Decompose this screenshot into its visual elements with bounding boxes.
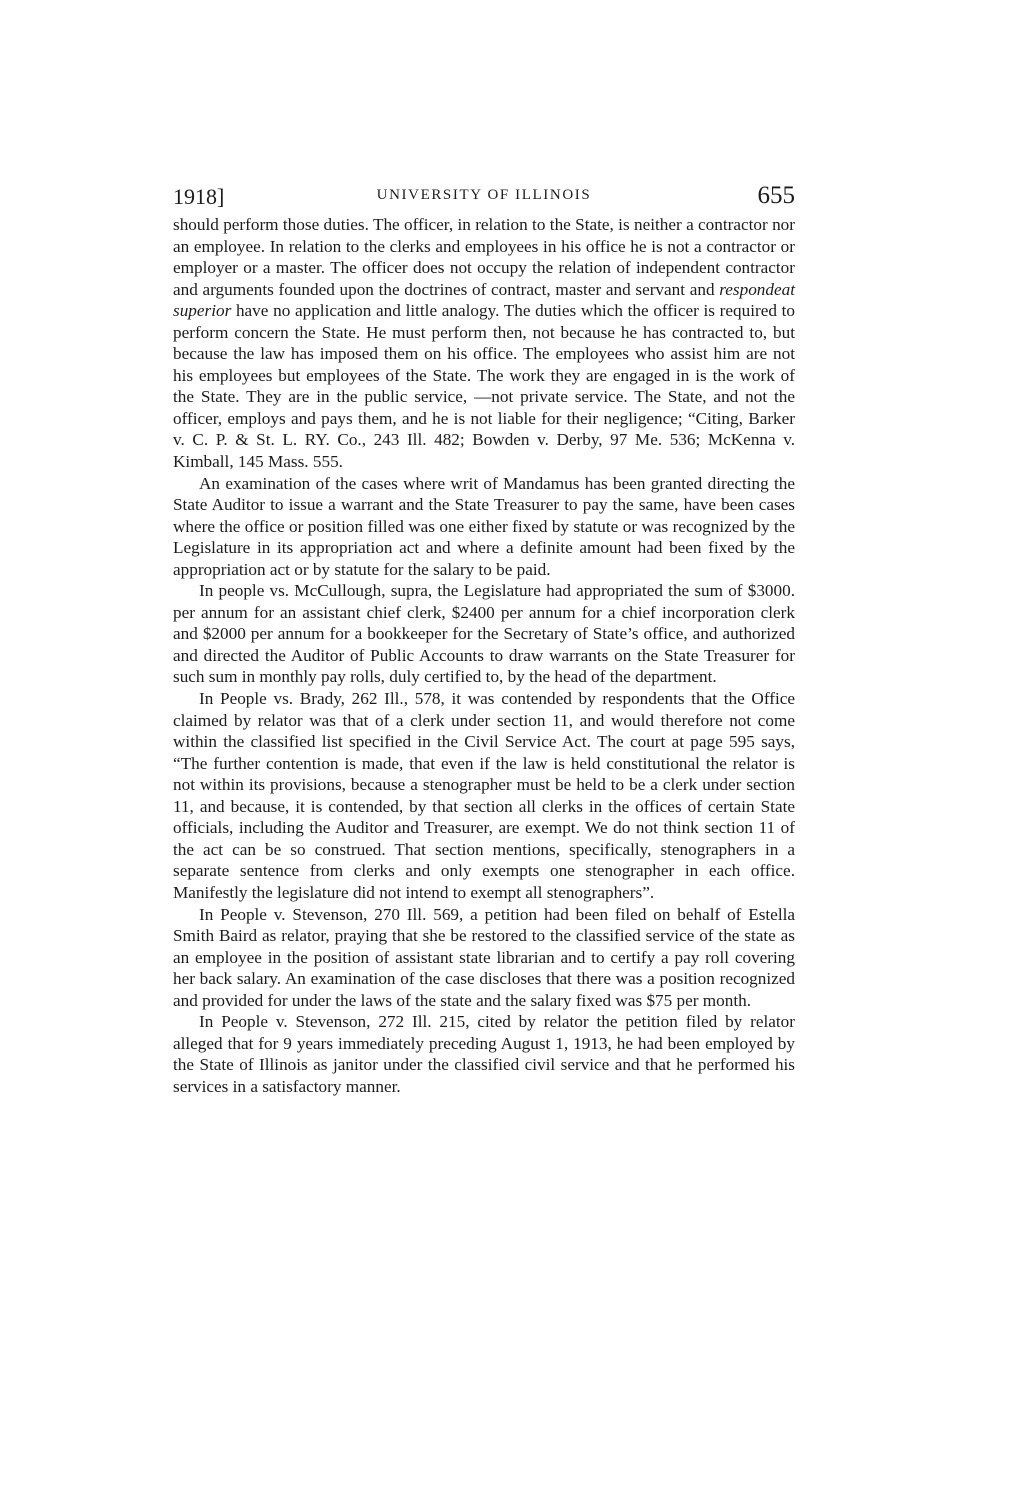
book-page — [173, 180, 795, 1097]
italic-phrase: respondeat superior — [173, 279, 795, 321]
paragraph-continued — [173, 214, 795, 473]
paragraph-text: should perform those duties. The officer, in relation to the State, is neither a contractor nor an employee. In relation to the clerks and employees in his office he is not a contractor or employer or a master. The officer does not occupy the relation of independent contractor and arguments founded upon the doctrines of contract, master and servant and — [173, 215, 795, 299]
header-year: 1918] — [173, 184, 225, 209]
paragraph: In People v. Stevenson, 272 Ill. 215, cited by relator the petition filed by relator alleged that for 9 years immediately preceding August 1, 1913, he had been employed by the State of Illinois as janitor under the classified civil service and that he performed his services in a satisfactory manner. — [173, 1012, 795, 1096]
page-number: 655 — [757, 182, 795, 209]
body-text — [173, 214, 795, 1097]
header-title: UNIVERSITY OF ILLINOIS — [376, 187, 592, 203]
paragraph-text: have no application and little analogy. The duties which the officer is required to perform concern the State. He must perform then, not because he has contracted to, but because the law has imposed them on his office. The employees who assist him are not his employees but employees of the State. The work they are engaged in is the work of the State. They are in the public service, —not private service. The State, and not the officer, employs and pays them, and he is not liable for their negligence; “Citing, Barker v. C. P. & St. L. RY. Co., 243 Ill. 482; Bowden v. Derby, 97 Me. 536; McKenna v. Kimball, 145 Mass. 555. — [173, 301, 795, 472]
paragraph: In People v. Stevenson, 270 Ill. 569, a petition had been filed on behalf of Estella Smith Baird as relator, praying that she be restored to the classified service of the state as an employee in the position of assistant state librarian and to certify a pay roll covering her back salary. An examination of the case discloses that there was a position recognized and provided for under the laws of the state and the salary fixed was $75 per month. — [173, 904, 795, 1010]
paragraph: In People vs. Brady, 262 Ill., 578, it was contended by respondents that the Office claimed by relator was that of a clerk under section 11, and would therefore not come within the classified list specified in the Civil Service Act. The court at page 595 says, “The further contention is made, that even if the law is held constitutional the relator is not within its provisions, because a stenographer must be held to be a clerk under section 11, and because, it is contended, by that section all clerks in the offices of certain State officials, including the Auditor and Treasurer, are exempt. We do not think section 11 of the act can be so construed. That section mentions, specifically, stenographers in a separate sentence from clerks and only exempts one stenographer in each office. Manifestly the legislature did not intend to exempt all stenographers”. — [173, 689, 795, 902]
running-header — [173, 180, 795, 214]
paragraph: An examination of the cases where writ of Mandamus has been granted directing the State Auditor to issue a warrant and the State Treasurer to pay the same, have been cases where the office or position filled was one either fixed by statute or was recognized by the Legislature in its appropriation act and where a definite amount had been fixed by the appropriation act or by statute for the salary to be paid. — [173, 473, 795, 579]
paragraph: In people vs. McCullough, supra, the Legislature had appropriated the sum of $3000. per annum for an assistant chief clerk, $2400 per annum for a chief incorporation clerk and $2000 per annum for a bookkeeper for the Secretary of State’s office, and authorized and directed the Auditor of Public Accounts to draw warrants on the State Treasurer for such sum in monthly pay rolls, duly certified to, by the head of the department. — [173, 581, 795, 687]
